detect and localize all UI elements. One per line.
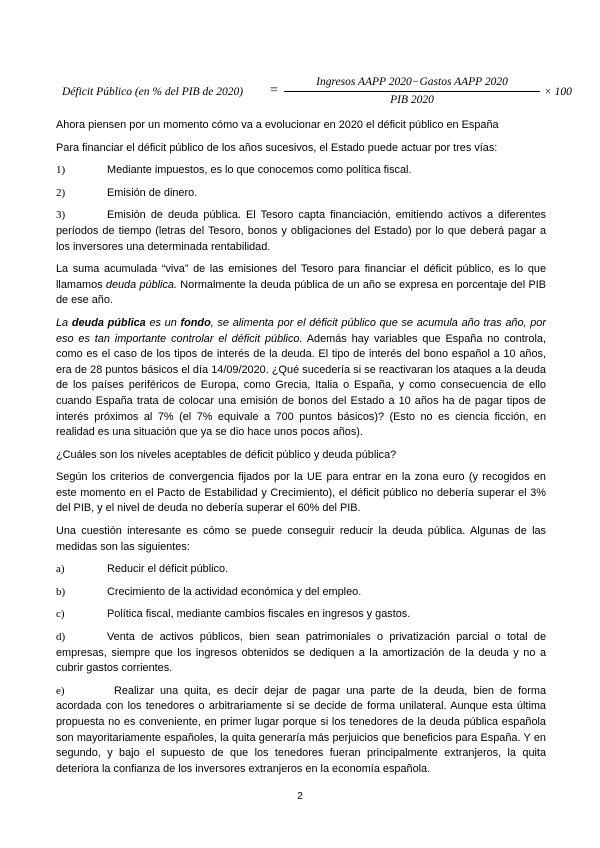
formula-lhs: Déficit Público (en % del PIB de 2020) (62, 86, 244, 98)
medida-item-c (56, 607, 546, 623)
list-marker: b) (56, 585, 66, 598)
medida-text: Venta de activos públicos, bien sean patrimoniales o privatización parcial o total de empresas, siempre que los ingresos obtenidos se dediquen a la amortización de la deuda y no a cubrir gastos corrientes. (56, 631, 546, 675)
page-number: 2 (297, 791, 303, 802)
via-text: Emisión de deuda pública. El Tesoro capta financiación, emitiendo activos a diferentes períodos de tiempo (letras del Tesoro, bonos y obligaciones del Estado) por lo que deberá pagar a los inversores una determinada rentabilidad. (56, 209, 546, 253)
deficit-formula (62, 76, 572, 110)
list-marker: e) (56, 684, 65, 697)
via-item-2 (56, 186, 546, 202)
document-body (56, 118, 546, 784)
list-marker: d) (56, 631, 66, 644)
formula-multiplier: × 100 (544, 86, 572, 98)
text-run: es un (145, 316, 181, 329)
bold-term: fondo (180, 316, 211, 329)
intro-paragraph-2: Para financiar el déficit público de los años sucesivos, el Estado puede actuar por tres vías: (56, 141, 498, 154)
formula-denominator: PIB 2020 (390, 94, 434, 106)
medida-text: Reducir el déficit público. (107, 563, 229, 576)
medida-text: Realizar una quita, es decir dejar de pagar una parte de la deuda, bien de forma acordada con los tenedores o arbitrariamente si se decide de forma unilateral. Aunque esta última propuesta no es conveniente, en primer lugar porque si los tenedores de la deuda pública española son mayoritariamente españoles, la quita generaría más perjuicios que beneficios para España. Y en segundo, y bajo el supuesto de que los tenedores fueran principalmente extranjeros, la quita deteriora la confianza de los inversores extranjeros en la economía española. (56, 684, 546, 775)
medida-item-e (56, 684, 546, 778)
medida-item-b (56, 585, 546, 601)
text-run: Además hay variables que España no controla, como es el caso de los tipos de interés de la deuda. El tipo de interés del bono español a 10 años, era de 28 puntos básicos el día 14/09/2020. ¿Qué sucedería si se reactivaran los ataques a la deuda de los países periféricos de Europa, como Grecia, Italia o España, y como consecuencia de ello cuando España trata de colocar una emisión de bonos del Estado a 10 años ha de pagar tipos de interés próximos al 7% (el 7% equivale a 700 puntos básicos)? (Esto no es ciencia ficción, en realidad es una situación que ya se dio hace unos pocos años). (56, 332, 546, 439)
fondo-paragraph (56, 316, 546, 441)
via-item-3 (56, 208, 546, 255)
list-marker: 1) (56, 164, 66, 177)
question-paragraph: ¿Cuáles son los niveles aceptables de déficit público y deuda pública? (56, 448, 397, 461)
medida-item-a (56, 562, 546, 578)
criterios-paragraph: Según los criterios de convergencia fijados por la UE para entrar en la zona euro (y recogidos en este momento en el Pacto de Estabilidad y Crecimiento), el déficit público no debería superar el 3% del PIB, y el nivel de deuda no debería superar el 60% del PIB. (56, 471, 546, 515)
intro-paragraph: Ahora piensen por un momento cómo va a evolucionar en 2020 el déficit público en España (56, 119, 499, 131)
via-item-1 (56, 163, 546, 179)
bold-term: deuda pública (71, 316, 146, 329)
list-marker: 3) (56, 209, 66, 222)
list-marker: c) (56, 608, 65, 621)
medida-text: Crecimiento de la actividad económica y del empleo. (107, 585, 362, 598)
cuestion-paragraph: Una cuestión interesante es cómo se puede conseguir reducir la deuda pública. Algunas de las medidas son las siguientes: (56, 525, 546, 553)
text-run: La suma acumulada “viva” de las emisiones del Tesoro para financiar el déficit público, es lo que llamamos (56, 263, 546, 291)
deuda-definition-paragraph (56, 262, 546, 309)
formula-fraction-bar (284, 91, 540, 92)
list-marker: 2) (56, 186, 66, 199)
text-run: Normalmente la deuda pública de un año se expresa en porcentaje del PIB de ese año. (56, 278, 546, 307)
medida-item-d (56, 630, 546, 677)
formula-equals: = (270, 83, 278, 98)
text-run: , se alimenta por el déficit público que se acumula año tras año, por eso es tan importante controlar el déficit público. (56, 316, 546, 345)
term-deuda-publica: deuda pública. (105, 278, 177, 291)
via-text: Emisión de dinero. (107, 186, 198, 199)
text-run: La (56, 316, 72, 329)
via-text: Mediante impuestos, es lo que conocemos como política fiscal. (107, 164, 412, 177)
list-marker: a) (56, 563, 65, 576)
formula-numerator: Ingresos AAPP 2020−Gastos AAPP 2020 (316, 76, 508, 88)
medida-text: Política fiscal, mediante cambios fiscales en ingresos y gastos. (107, 608, 411, 621)
